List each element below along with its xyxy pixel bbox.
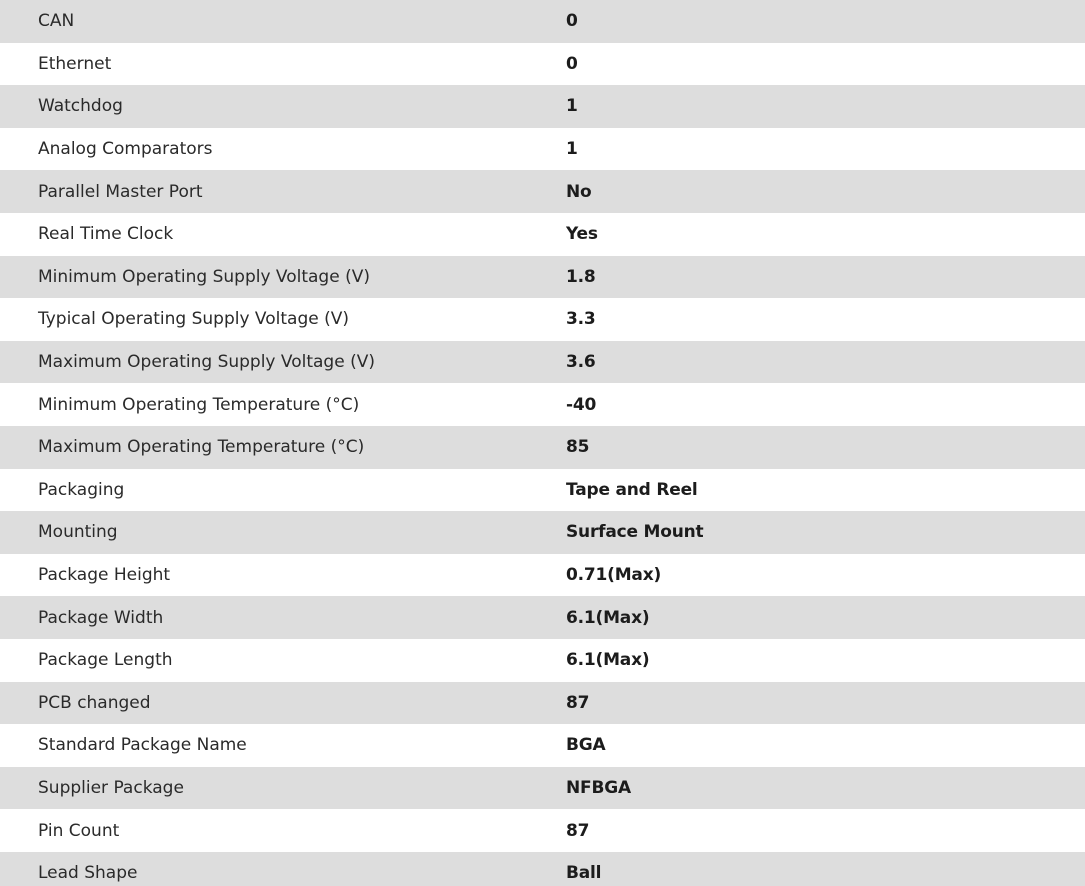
spec-label: PCB changed — [0, 682, 566, 725]
spec-value: 0 — [566, 0, 1085, 43]
spec-row-mounting — [0, 511, 1085, 554]
spec-row-max-supply-voltage — [0, 341, 1085, 384]
spec-label: Watchdog — [0, 85, 566, 128]
spec-row-supplier-package — [0, 767, 1085, 810]
spec-value: 6.1(Max) — [566, 596, 1085, 639]
spec-label: Package Length — [0, 639, 566, 682]
spec-value: 6.1(Max) — [566, 639, 1085, 682]
spec-value: No — [566, 170, 1085, 213]
spec-label: Supplier Package — [0, 767, 566, 810]
spec-row-typ-supply-voltage — [0, 298, 1085, 341]
spec-row-standard-package-name — [0, 724, 1085, 767]
spec-label: Minimum Operating Supply Voltage (V) — [0, 256, 566, 299]
spec-row-can — [0, 0, 1085, 43]
spec-label: Standard Package Name — [0, 724, 566, 767]
spec-label: Package Height — [0, 554, 566, 597]
spec-value: 87 — [566, 682, 1085, 725]
spec-row-real-time-clock — [0, 213, 1085, 256]
spec-row-parallel-master-port — [0, 170, 1085, 213]
spec-row-watchdog — [0, 85, 1085, 128]
spec-value: Tape and Reel — [566, 469, 1085, 512]
spec-value: Surface Mount — [566, 511, 1085, 554]
spec-value: 3.3 — [566, 298, 1085, 341]
spec-value: Ball — [566, 852, 1085, 886]
spec-value: 1.8 — [566, 256, 1085, 299]
spec-row-ethernet — [0, 43, 1085, 86]
spec-label: Analog Comparators — [0, 128, 566, 171]
spec-row-min-supply-voltage — [0, 256, 1085, 299]
spec-value: 1 — [566, 85, 1085, 128]
spec-row-analog-comparators — [0, 128, 1085, 171]
spec-label: Pin Count — [0, 809, 566, 852]
spec-label: Real Time Clock — [0, 213, 566, 256]
spec-label: Lead Shape — [0, 852, 566, 886]
spec-value: -40 — [566, 383, 1085, 426]
spec-label: Ethernet — [0, 43, 566, 86]
spec-value: 85 — [566, 426, 1085, 469]
spec-value: NFBGA — [566, 767, 1085, 810]
spec-row-package-length — [0, 639, 1085, 682]
spec-label: Package Width — [0, 596, 566, 639]
spec-row-min-temperature — [0, 383, 1085, 426]
spec-value: 3.6 — [566, 341, 1085, 384]
spec-row-package-width — [0, 596, 1085, 639]
spec-label: Maximum Operating Supply Voltage (V) — [0, 341, 566, 384]
spec-value: Yes — [566, 213, 1085, 256]
spec-label: Maximum Operating Temperature (°C) — [0, 426, 566, 469]
spec-label: Minimum Operating Temperature (°C) — [0, 383, 566, 426]
spec-label: Packaging — [0, 469, 566, 512]
spec-row-max-temperature — [0, 426, 1085, 469]
spec-row-package-height — [0, 554, 1085, 597]
spec-value: 87 — [566, 809, 1085, 852]
spec-row-pcb-changed — [0, 682, 1085, 725]
spec-value: 0 — [566, 43, 1085, 86]
spec-label: Typical Operating Supply Voltage (V) — [0, 298, 566, 341]
spec-value: 0.71(Max) — [566, 554, 1085, 597]
spec-label: Mounting — [0, 511, 566, 554]
spec-value: BGA — [566, 724, 1085, 767]
spec-value: 1 — [566, 128, 1085, 171]
spec-row-packaging — [0, 469, 1085, 512]
spec-row-lead-shape — [0, 852, 1085, 886]
spec-row-pin-count — [0, 809, 1085, 852]
spec-label: CAN — [0, 0, 566, 43]
spec-label: Parallel Master Port — [0, 170, 566, 213]
